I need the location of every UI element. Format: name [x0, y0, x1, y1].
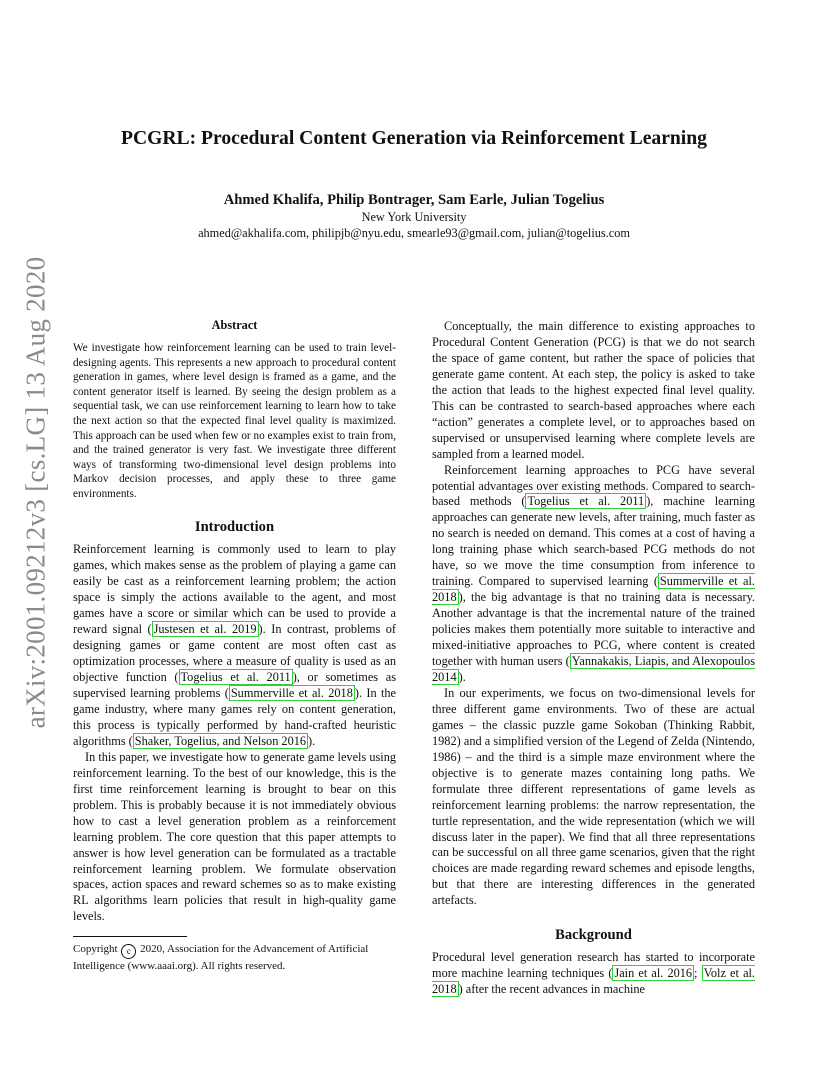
- intro-paragraph-2: In this paper, we investigate how to generate game levels using reinforcement learning. To the best of our knowledge, this is the first time reinforcement learning is brought to bear on this problem. This is probably because it is not immediately obvious how to cast a level generation problem as a reinforcement learning problem. The core question that this paper attempts to answer is how level generation can be formulated as a tractable reinforcement learning problem. We formulate observation spaces, action spaces and reward schemes so as to make existing RL algorithms learn policies that result in high-quality game levels.: [73, 749, 396, 924]
- text-run: ) after the recent advances in machine: [458, 982, 645, 997]
- citation-link[interactable]: Jain et al. 2016: [614, 966, 693, 981]
- text-run: ;: [694, 966, 702, 981]
- citation-link[interactable]: Shaker, Togelius, and Nelson 2016: [134, 733, 307, 748]
- author-list: Ahmed Khalifa, Philip Bontrager, Sam Earle, Julian Togelius: [223, 192, 605, 208]
- text-run: 2020, Association for the Advancement of Artificial Intelligence (www.aaai.org). All rights reserved.: [73, 943, 369, 973]
- citation-link[interactable]: Togelius et al. 2011: [527, 494, 645, 509]
- text-run: ), the big advantage is that no training data is necessary. Another advantage is that the incremental nature of the trained policies makes them potentially more suitable to interactive and mixed-initiative approaches to PCG, where content is created together with human users (: [432, 590, 755, 669]
- footnote-rule: [73, 936, 187, 937]
- arxiv-watermark: [20, 256, 52, 728]
- copyright-symbol-icon: c: [121, 944, 136, 959]
- text-run: ), or sometimes as supervised learning problems (: [73, 670, 397, 701]
- intro-paragraph-4: [432, 463, 755, 686]
- left-column: [73, 318, 396, 974]
- abstract-text: We investigate how reinforcement learning can be used to train level-designing agents. This represents a new approach to procedural content generation in games, where level design is framed as a game, and the content generator itself is learned. By seeing the design problem as a sequential task, we can use reinforcement learning to learn how to take the next action so that the expected final level quality is maximized. This approach can be used when few or no examples exist to train from, and the trained generator is very fast. We investigate three different ways of transforming two-dimensional level design problems into Markov decision processes, and apply these to three game environments.: [73, 341, 396, 500]
- citation-link[interactable]: Volz et al. 2018: [432, 966, 756, 997]
- citation-link[interactable]: Justesen et al. 2019: [153, 622, 257, 637]
- paper-title: PCGRL: Procedural Content Generation via Reinforcement Learning: [121, 128, 707, 149]
- intro-paragraph-1: [73, 542, 396, 749]
- citation-link[interactable]: Summerville et al. 2018: [230, 686, 353, 701]
- author-emails: ahmed@akhalifa.com, philipjb@nyu.edu, smearle93@gmail.com, julian@togelius.com: [198, 226, 630, 240]
- intro-paragraph-3: Conceptually, the main difference to existing approaches to Procedural Content Generation (PCG) is that we do not search the space of game content, but rather the space of policies that generate game content. At each step, the policy is asked to take the action that leads to the highest expected final level quality. This can be contrasted to search-based approaches where each “action” generates a complete level, or to approaches based on supervised or unsupervised learning where complete levels are sampled from a learned model.: [432, 319, 755, 461]
- affiliation: New York University: [361, 210, 467, 224]
- arxiv-watermark-text: arXiv:2001.09212v3 [cs.LG] 13 Aug 2020: [20, 256, 51, 728]
- introduction-heading: Introduction: [194, 519, 275, 536]
- text-run: ). In contrast, problems of designing games or game content are most often cast as optimization processes, where a measure of quality is used as an objective function (: [73, 622, 396, 685]
- text-run: ).: [308, 733, 316, 748]
- text-run: Procedural level generation research has started to incorporate more machine learning techniques (: [432, 950, 755, 981]
- intro-paragraph-5: In our experiments, we focus on two-dimensional levels for three different game environments. Two of these are actual games – the classic puzzle game Sokoban (Thinking Rabbit, 1982) and a simplified version of the Legend of Zelda (Nintendo, 1986) – and the third is a simple maze environment where the objective is to generate mazes containing long paths. We formulate three different representations of game levels as reinforcement learning problems: the narrow representation, the turtle representation, and the wide representation (which we will discuss later in the paper). We find that all three representations can be successful on all three game scenarios, given that the right choices are made regarding reward schemes and episode lengths, but that there are interesting differences in the generated artefacts.: [432, 685, 755, 908]
- citation-link[interactable]: Yannakakis, Liapis, and Alexopoulos 2014: [432, 654, 755, 684]
- text-run: ), machine learning approaches can generate new levels, after training, much faster as no search is needed on demand. This comes at a cost of having a long training phase which search-based PCG methods do not have, so we move the time consumption from inference to training. Compared to supervised learning (: [432, 494, 756, 589]
- abstract-heading: Abstract: [211, 318, 258, 332]
- citation-link[interactable]: Summerville et al. 2018: [432, 574, 755, 605]
- citation-link[interactable]: Togelius et al. 2011: [180, 670, 291, 685]
- text-run: ).: [458, 669, 466, 684]
- right-column: [432, 319, 755, 998]
- text-run: Reinforcement learning approaches to PCG have several potential advantages over existing methods. Compared to search-based methods (: [432, 462, 755, 509]
- background-paragraph-1: [432, 950, 755, 998]
- text-run: ). In the game industry, where many games rely on content generation, this process is typically performed by hand-crafted heuristic algorithms (: [73, 686, 396, 748]
- text-run: Reinforcement learning is commonly used to learn to play games, which makes sense as the problem of playing a game can easily be cast as a reinforcement learning problem; the action space is simply the actions available to the agent, and most games have a score or similar which can be used to provide a reward signal (: [73, 542, 396, 637]
- text-run: Copyright: [73, 943, 121, 956]
- background-heading: Background: [555, 927, 632, 944]
- copyright-notice: [73, 942, 396, 973]
